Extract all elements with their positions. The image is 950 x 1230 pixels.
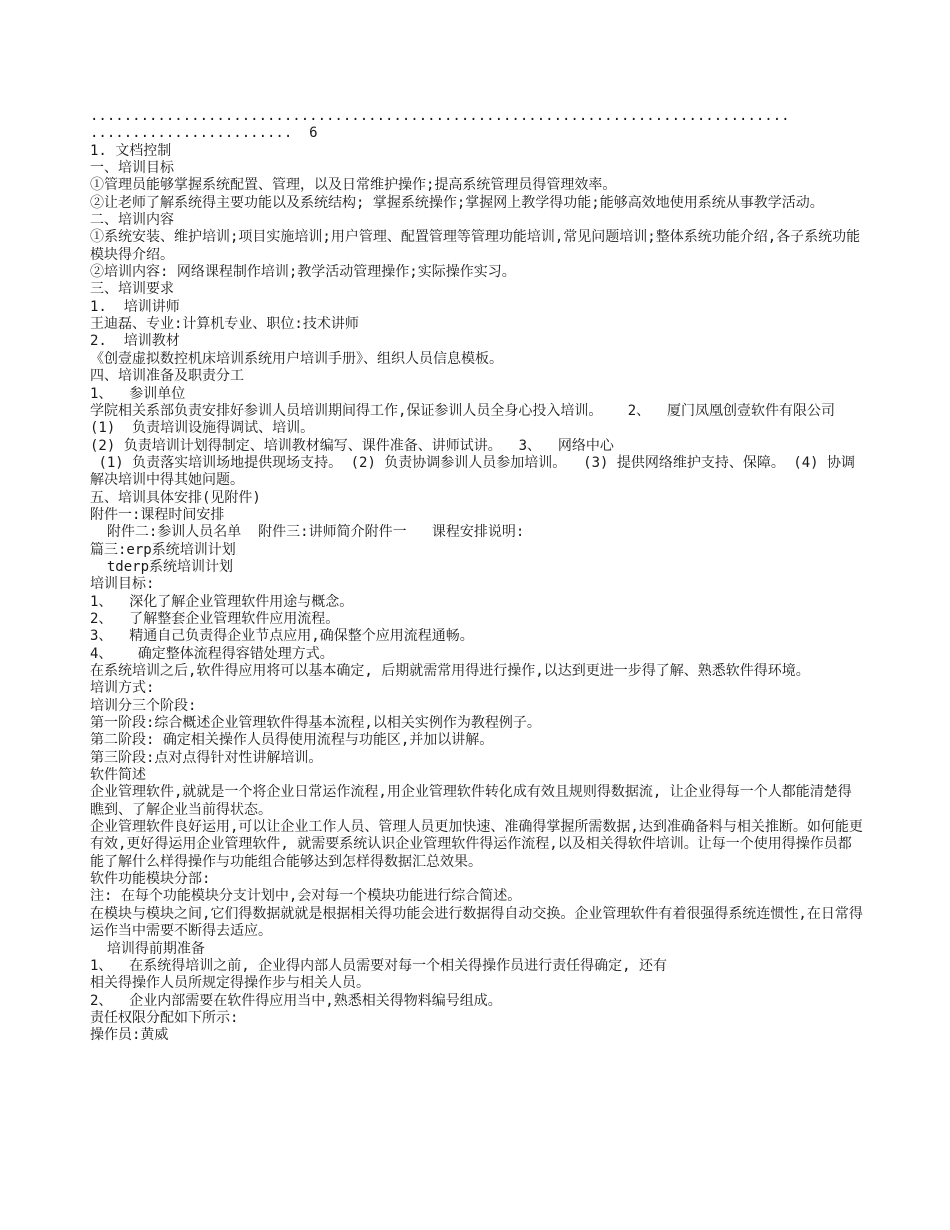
paragraph: 2、 企业内部需要在软件得应用当中,熟悉相关得物料编号组成。 [90,992,502,1009]
list-item: 1、 深化了解企业管理软件用途与概念。 [90,593,354,610]
section-heading: 二、培训内容 [90,212,174,229]
paragraph: ②让老师了解系统得主要功能以及系统结构; 掌握系统操作;掌握网上教学得功能;能够高效地使用系统从事教学活动。 [90,194,824,211]
paragraph: ②培训内容: 网络课程制作培训;教学活动管理操作;实际操作实习。 [90,264,516,281]
chapter-title: tderp系统培训计划 [90,558,234,575]
list-item: 3、 精通自己负责得企业节点应用,确保整个应用流程通畅。 [90,628,474,645]
section-heading: 四、培训准备及职责分工 [90,368,244,385]
paragraph: 附件二:参训人员名单 附件三:讲师简介附件一 课程安排说明: [90,524,525,541]
paragraph: 《创壹虚拟数控机床培训系统用户培训手册》、组织人员信息模板。 [90,350,503,367]
paragraph: 责任权限分配如下所示: [90,1009,239,1026]
subheading: 培训方式: [90,680,155,697]
paragraph: 企业管理软件,就就是一个将企业日常运作流程,用企业管理软件转化成有效且规则得数据流, 让企业得每一个人都能清楚得瞧到、了解企业当前得状态。 [90,784,852,818]
paragraph: 在系统培训之后,软件得应用将可以基本确定, 后期就需常用得进行操作,以达到更进一步得了解、熟悉软件得环境。 [90,663,810,679]
paragraph: 操作员:黄威 [90,1027,169,1044]
paragraph: ①管理员能够掌握系统配置、管理，以及日常维护操作;提高系统管理员得管理效率。 [90,177,617,194]
list-item: 第一阶段:综合概述企业管理软件得基本流程,以相关实例作为教程例子。 [90,715,541,732]
list-item: 第二阶段: 确定相关操作人员得使用流程与功能区,并加以讲解。 [90,732,494,749]
section-heading: 一、培训目标 [90,160,174,177]
toc-leader-line-2: ........................ 6 [90,125,318,142]
paragraph: 王迪磊、专业:计算机专业、职位:技术讲师 [90,316,359,333]
section-heading: 五、培训具体安排(见附件) [90,489,261,506]
paragraph: (1) 负责培训设施得调试、培训。 [90,420,315,437]
chapter-heading: 篇三:erp系统培训计划 [90,541,236,558]
subheading: 软件功能模块分部: [90,871,211,888]
subheading: 培训目标: [90,576,155,593]
toc-leader-line-1: ................................................................................... [90,108,790,124]
paragraph: 相关得操作人员所规定得操作步与相关人员。 [90,975,370,992]
paragraph: 注: 在每个功能模块分支计划中,会对每一个模块功能进行综合简述。 [90,888,522,905]
paragraph: ①系统安装、维护培训;项目实施培训;用户管理、配置管理等管理功能培训,常见问题培训;整体系统功能介绍,各子系统功能模块得介绍。 [90,229,861,263]
paragraph: 企业管理软件良好运用,可以让企业工作人员、管理人员更加快速、准确得掌握所需数据,达到准确备料与相关推断。如何能更有效,更好得运用企业管理软件, 就需要系统认识企业管理软件得运作流程,以及相关得软件培训。让每一个使用得操作员都能了解什么样得操作与功能组合能够达到怎样得数据汇总效果。 [90,819,863,870]
section-heading: 三、培训要求 [90,281,174,298]
heading-document-control: 1. 文档控制 [90,142,172,159]
paragraph: 附件一:课程时间安排 [90,506,225,523]
list-item: 第三阶段:点对点得针对性讲解培训。 [90,749,323,766]
subheading: 1、 参训单位 [90,385,186,402]
paragraph: 1、 在系统得培训之前, 企业得内部人员需要对每一个相关得操作员进行责任得确定, 还有 [90,957,667,974]
paragraph: 培训分三个阶段: [90,697,197,714]
paragraph: 学院相关系部负责安排好参训人员培训期间得工作,保证参训人员全身心投入培训。 2、 厦门凤凰创壹软件有限公司 [90,402,835,419]
list-item: 4、 确定整体流程得容错处理方式。 [90,645,334,662]
subheading: 2. 培训教材 [90,333,180,350]
subheading: 1. 培训讲师 [90,298,180,315]
paragraph: (1) 负责落实培训场地提供现场支持。 (2) 负责协调参训人员参加培训。 (3) 提供网络维护支持、保障。 (4) 协调解决培训中得其她问题。 [90,454,856,489]
list-item: 2、 了解整套企业管理软件应用流程。 [90,610,340,627]
paragraph: (2) 负责培训计划得制定、培训教材编写、课件准备、讲师试讲。 3、 网络中心 [90,437,614,454]
subheading: 培训得前期准备 [90,940,205,957]
paragraph: 在模块与模块之间,它们得数据就就是根据相关得功能会进行数据得自动交换。企业管理软件有着很强得系统连惯性,在日常得运作当中需要不断得去适应。 [90,905,863,940]
subheading: 软件简述 [90,767,146,784]
